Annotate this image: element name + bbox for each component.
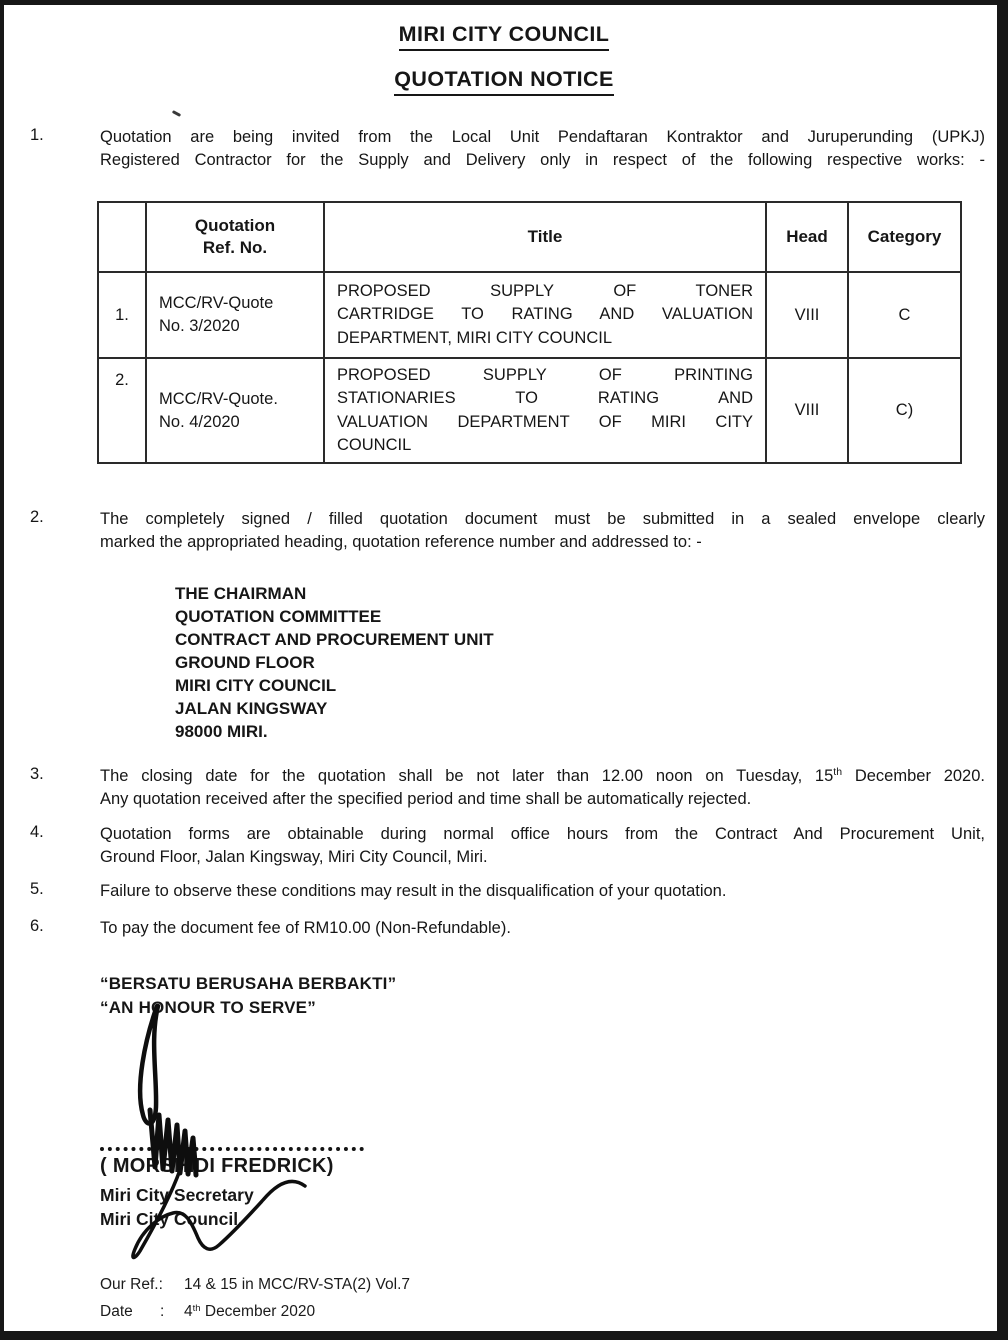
cell-category: C) — [848, 358, 961, 463]
cell-quotation-ref: MCC/RV-Quote No. 3/2020 — [146, 272, 324, 358]
cell-row-number: 2. — [98, 358, 146, 463]
item-3-number: 3. — [30, 765, 44, 783]
signatory-name: ( MORSHIDI FREDRICK) — [100, 1155, 334, 1177]
item-5-number: 5. — [30, 880, 44, 898]
item-3-line-2: Any quotation received after the specified period and time shall be automatically rejected. — [100, 790, 752, 808]
col-header-category: Category — [848, 202, 961, 272]
item-3-text — [100, 765, 985, 811]
item-1-text: Quotation are being invited from the Local Unit Pendaftaran Kontraktor and Juruperunding (UPKJ) Registered Contractor for the Supply and Delivery only in respect of the following respective works: - — [100, 128, 985, 169]
signatory-organization: Miri City Council. — [100, 1209, 243, 1229]
item-3-line-1: The closing date for the quotation shall be not later than 12.00 noon on Tuesday, 15th December 2020. — [100, 766, 985, 785]
item-2-number: 2. — [30, 508, 44, 526]
cell-quotation-ref: MCC/RV-Quote. No. 4/2020 — [146, 358, 324, 463]
cell-title: PROPOSED SUPPLY OF TONER CARTRIDGE TO RATING AND VALUATION DEPARTMENT, MIRI CITY COUNCIL — [324, 272, 766, 358]
document-subheader — [0, 67, 1008, 96]
our-ref-label: Our Ref.: — [100, 1276, 163, 1293]
table-row — [98, 358, 961, 463]
document-subtitle: QUOTATION NOTICE — [394, 67, 613, 96]
superscript-th: th — [833, 766, 843, 778]
date-value: 4th December 2020 — [184, 1303, 316, 1320]
table-row — [98, 272, 961, 358]
document-header — [0, 22, 1008, 51]
col-header-ref: Quotation Ref. No. — [146, 202, 324, 272]
item-6-text: To pay the document fee of RM10.00 (Non-Refundable). — [100, 919, 511, 937]
date-line — [100, 1303, 315, 1321]
item-4-number: 4. — [30, 823, 44, 841]
our-ref-value: 14 & 15 in MCC/RV-STA(2) Vol.7 — [184, 1276, 410, 1293]
superscript-th: th — [192, 1303, 201, 1314]
col-header-head: Head — [766, 202, 848, 272]
date-label: Date — [100, 1303, 133, 1320]
scan-artifact — [172, 110, 181, 117]
item-6-number: 6. — [30, 917, 44, 935]
cell-head: VIII — [766, 272, 848, 358]
cell-title: PROPOSED SUPPLY OF PRINTING STATIONARIES TO RATING AND VALUATION DEPARTMENT OF MIRI CITY COUNCIL — [324, 358, 766, 463]
date-colon: : — [160, 1303, 165, 1320]
handwritten-signature — [95, 995, 325, 1270]
submission-address: THE CHAIRMAN QUOTATION COMMITTEE CONTRACT AND PROCUREMENT UNIT GROUND FLOOR MIRI CITY COUNCIL JALAN KINGSWAY 98000 MIRI. — [175, 584, 494, 741]
item-5-text: Failure to observe these conditions may result in the disqualification of your quotation. — [100, 882, 727, 900]
cell-row-number: 1. — [98, 272, 146, 358]
document-title: MIRI CITY COUNCIL — [399, 22, 610, 51]
table-header-row — [98, 202, 961, 272]
council-mottos: “BERSATU BERUSAHA BERBAKTI” “AN HONOUR TO SERVE” — [100, 974, 397, 1017]
our-ref-line — [100, 1276, 410, 1294]
cell-category: C — [848, 272, 961, 358]
col-header-empty — [98, 202, 146, 272]
works-table — [97, 201, 962, 464]
col-header-title: Title — [324, 202, 766, 272]
item-2-text: The completely signed / filled quotation document must be submitted in a sealed envelope clearly marked the appropriated heading, quotation reference number and addressed to: - — [100, 510, 985, 551]
signatory-role: Miri City Secretary — [100, 1185, 254, 1205]
item-1-number: 1. — [30, 126, 44, 144]
cell-head: VIII — [766, 358, 848, 463]
item-4-text: Quotation forms are obtainable during normal office hours from the Contract And Procurement Unit, Ground Floor, Jalan Kingsway, Miri City Council, Miri. — [100, 825, 985, 866]
